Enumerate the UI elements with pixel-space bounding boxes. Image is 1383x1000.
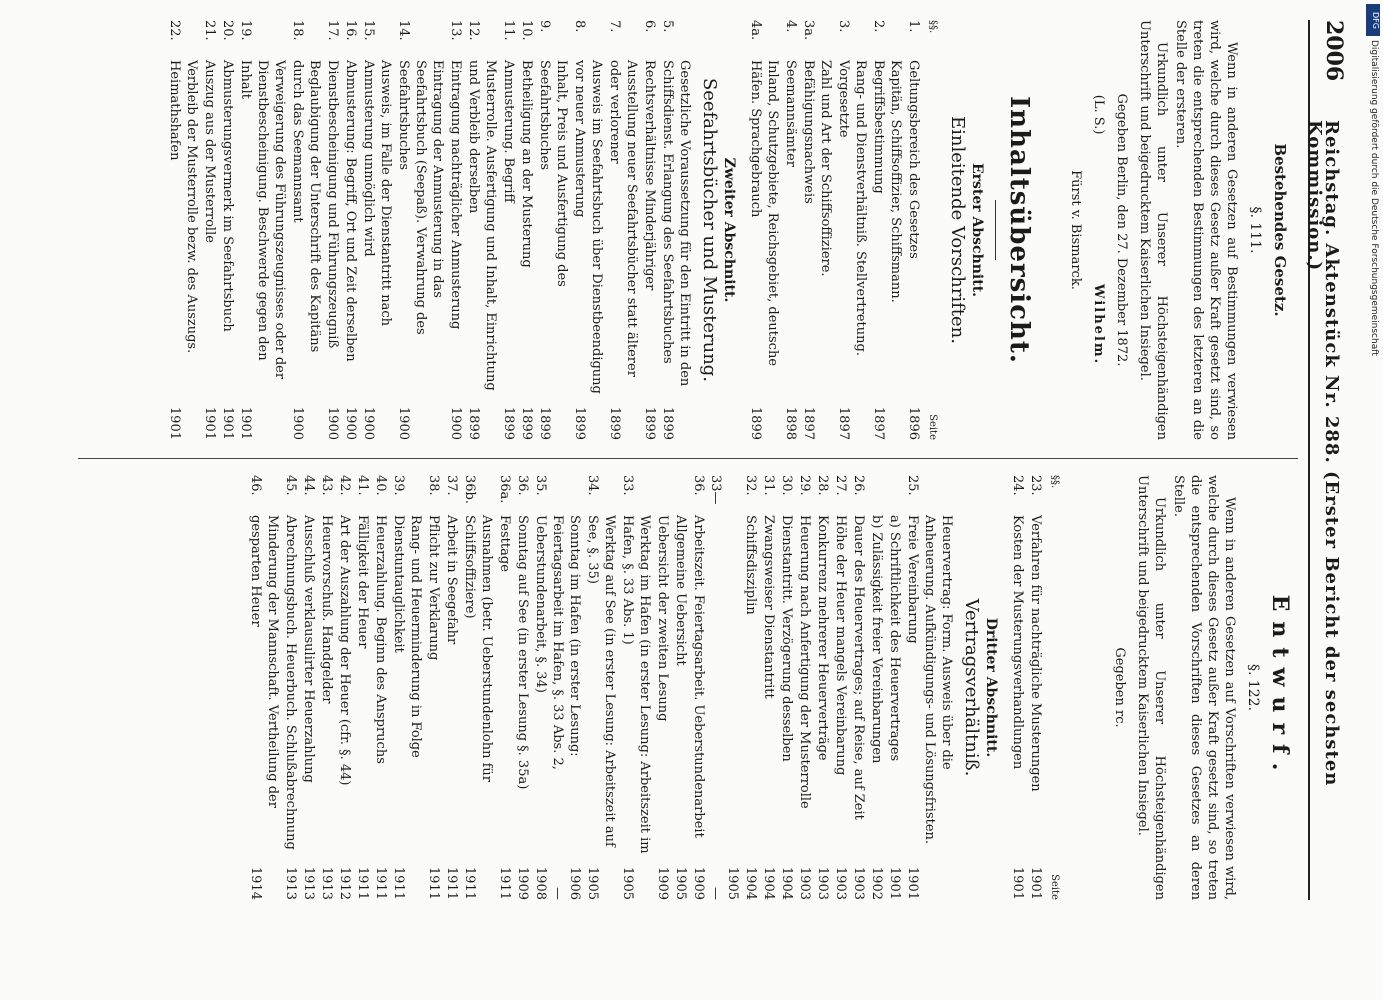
toc-entry-text: b) Zulässigkeit freier Vereinbarungen [869,515,884,764]
section-1-title: Einleitende Vorschriften. [947,116,968,344]
toc-entry-text: Sonntag auf See (in erster Lesung §. 35a) [515,515,530,790]
toc-row [747,20,781,440]
toc-row [447,20,464,440]
toc-row [201,20,218,440]
toc-page-number: 1912 [337,866,352,900]
toc-entry-text: Verweigerung des Führungszeugnisses oder der Dienstbescheinigung. Beschwerde gegen den Inhalt [238,60,287,380]
toc-para-number: 45. [283,475,298,496]
toc-entry-text: Arbeit in Seegefahr [444,515,459,645]
toc-page-number: 1897 [801,406,816,440]
toc-page-number: 1903 [797,866,812,900]
toc-page-number: 1905 [620,866,635,900]
paragraph-text: Wenn in anderen Gesetzen auf Vorschriften verwiesen wird, welche durch dieses Gesetz außer Kraft gesetzt sind, so treten die entsprechenden Vorschriften dieses Gesetzes an deren Stelle. [1171,475,1237,900]
toc-para-number: 38. [426,475,441,496]
toc-para-number: 33. [620,475,635,496]
toc-entry-text: Dienstbescheinigung und Führungszeugniß [325,60,340,349]
toc-page-number: 1913 [301,866,316,900]
toc-page-number: 1901 [167,406,182,440]
toc-row [814,475,831,900]
toc-para-number: 1. [906,20,921,33]
paragraph-text: Wenn in anderen Gesetzen auf Bestimmungen verwiesen wird, welche durch dieses Gesetz außer Kraft gesetzt sind, so treten die entsprechenden Bestimmungen des letzteren an die Stelle der ersteren. [1173,20,1239,440]
toc-row [835,20,869,440]
toc-row [850,475,867,900]
toc-para-number: 6. [642,20,657,33]
toc-entry-text: Schiffsdisziplin [743,515,758,615]
toc-page-number: 1901 [905,866,920,900]
toc-row [659,20,693,440]
toc-entry-text: Seemannsämter [783,60,798,167]
toc-para-number: 13. [448,20,463,41]
toc-entry-text: Rang- und Heuerminderung in Folge Dienstuntauglichkeit [391,515,423,758]
toc-entry-text: Zahl und Art der Schiffsoffiziere. Befähigungsnachweis [801,60,833,277]
toc-para-number: 3a. [801,20,816,41]
toc-list-section-2 [166,20,693,440]
toc-entry-text: Ausweis im Seefahrtsbuch über Dienstbeendigung vor neuer Anmusterung [572,60,604,394]
toc-para-number: 19. [238,20,253,41]
toc-title: Inhaltsübersicht. [1004,96,1034,364]
toc-page-number: 1906—1908 [533,866,582,900]
toc-row [584,475,618,900]
dfg-logo: DFG [1366,4,1380,36]
toc-page-number: 1899 [572,406,587,440]
toc-page-number: 1900 [448,406,463,440]
left-column [165,20,1298,440]
column-divider [78,458,1298,459]
toc-row [461,475,495,900]
toc-entry-text: Festtage [497,515,512,572]
toc-entry-text: Werktag im Hafen (in erster Lesung: Arbeitszeit im Hafen, §. 33 Abs. 1) [620,515,652,854]
toc-row [282,475,299,900]
toc-para-number: 33—36. [691,475,723,505]
toc-entry-text: Ausweis, im Falle der Dienstantritt nach Anmusterung unmöglich wird [361,60,393,326]
toc-row [395,20,446,440]
toc-entry-text: Musterrolle. Ausfertigung und Inhalt, Einrichtung und Verbleib derselben [466,60,498,391]
toc-entry-text: Pflicht zur Verklarung [426,515,441,661]
toc-row [443,475,460,900]
toc-page-number: 1913 [319,866,334,900]
toc-page-number: 1904 [743,866,758,900]
toc-column-heads [1046,475,1063,900]
toc-entry-text: Gesetzliche Voraussetzung für den Eintritt in den Schiffsdienst. Erlangung des Seefahrtsbuches [660,60,692,387]
toc-row [742,475,759,900]
toc-entry-text: Allgemeine Uebersicht [673,515,688,666]
page-col-head: Seite [927,414,938,440]
toc-entry-text: Dienstantritt. Verzögerung desselben [779,515,794,762]
toc-row [870,20,904,440]
toc-entry-text: Heuerzahlung. Beginn des Anspruchs [373,515,388,764]
toc-para-number: 46. [248,475,263,496]
toc-entry-text: a) Schriftlichkeit des Heuervertrages [887,515,902,762]
toc-entry-text: Kosten der Musterungsverhandlungen [1010,515,1025,770]
toc-page-number: 1911 [391,866,406,900]
signature-row [1090,20,1107,440]
toc-entry-text: Abmusterung: Begriff, Ort und Zeit derselben [343,60,358,362]
toc-para-number: 27. [833,475,848,496]
page-number: 2006 [1321,20,1347,82]
toc-row [390,475,424,900]
toc-entry-text: Minderung der Mannschaft. Vertheilung der gesparten Heuer [248,515,280,808]
toc-entry-text: Verbleib der Musterrolle bezw. des Auszugs. Heimathshafen [167,60,199,354]
toc-para-number: 11. [501,20,516,41]
toc-page-number: 1901 [1028,866,1043,900]
toc-para-number: 44. [301,475,316,496]
toc-entry-text: Werktag auf See (in erster Lesung: Arbeitszeit auf See, §. 35) [585,515,617,847]
toc-para-number: 24. [1010,475,1025,496]
toc-para-number: 22. [167,20,182,41]
toc-row [372,475,389,900]
section-1-label: Erster Abschnitt. [969,162,985,298]
toc-entry-text: Kapitän, Schiffsoffizier, Schiffsmann. Begriffsbestimmung [871,60,903,303]
seal: (L. S.) [1091,94,1106,135]
toc-page-number: 1909 [655,866,670,900]
toc-row [1009,475,1026,900]
toc-page-number: 1900 [325,406,340,440]
toc-page-number: 1903 [833,866,848,900]
paragraph-number: §. 122. [1245,663,1261,712]
toc-list-continued [1009,475,1044,900]
given-date: Gegeben Berlin, den 27. Dezember 1872. [1114,93,1129,367]
toc-entry-text: Höhe der Heuer mangels Vereinbarung [833,515,848,776]
toc-row [247,475,281,900]
toc-row [500,20,517,440]
paragraph-number: §. 111. [1247,206,1263,254]
toc-row [868,475,885,900]
toc-para-number: 12. [466,20,481,41]
toc-entry-text: Heuervertrag: Form. Ausweis über die Anheuerung. Aufkündigungs- und Lösungsfristen. Freie Vereinbarung [905,515,954,845]
toc-page-number: 1900 [361,406,376,440]
toc-row [514,475,531,900]
toc-page-number: 1913 [283,866,298,900]
toc-para-number: 18. [290,20,305,41]
toc-entry-text: Anmusterung. Begriff [501,60,516,203]
toc-page-number: 1901 [202,406,217,440]
toc-para-number: 10. [519,20,534,41]
toc-entry-text: Geltungsbereich des Gesetzes [906,60,921,259]
toc-row [571,20,605,440]
right-column [246,475,1298,900]
toc-row [1027,475,1044,900]
toc-para-number: 35. [533,475,548,496]
toc-para-number: 36. [515,475,530,496]
toc-entry-text: Auszug aus der Musterrolle [202,60,217,243]
toc-para-number: 25. [905,475,920,496]
toc-para-number: 37. [444,475,459,496]
toc-entry-text: Ausstellung neuer Seefahrtsbücher statt älterer oder verlorener [607,60,639,377]
toc-para-number: 20. [220,20,235,41]
toc-para-number: 5. [660,20,675,33]
draft-heading: Entwurf. [1267,594,1293,781]
toc-page-number: 1911 [355,866,370,900]
toc-para-number: 28. [815,475,830,496]
toc-page-number: 1911 [497,866,512,900]
toc-entry-text: Abrechnungsbuch. Heuerbuch. Schlußabrechnung [283,515,298,850]
toc-row [654,475,671,900]
toc-para-number: 43. [319,475,334,496]
toc-page-number: 1899 [642,406,657,440]
toc-para-number: 16. [343,20,358,41]
toc-row [318,475,335,900]
toc-row [782,20,799,440]
toc-para-number: 29. [797,475,812,496]
toc-entry-text: Inhalt, Preis und Ausfertigung des Seefahrtsbuches [537,60,569,287]
page-col-head: Seite [1049,874,1060,900]
toc-para-number: 36a. [497,475,512,504]
page-header [1304,20,1350,900]
toc-page-number: 1903 [815,866,830,900]
toc-page-number: 1899 [607,406,622,440]
toc-page-number: 1909 [515,866,530,900]
toc-para-number: 15. [361,20,376,41]
toc-para-number: 40. [373,475,388,496]
toc-row [166,20,200,440]
toc-page-number: 1901 [1010,866,1025,900]
toc-row [778,475,795,900]
toc-page-number: 1911 [444,866,459,900]
toc-list-section-1 [747,20,922,440]
toc-para-number: 30. [779,475,794,496]
toc-entry-text: Uebersicht der zweiten Lesung [655,515,670,722]
toc-entry-text: Art der Auszahlung der Heuer (cfr. §. 44) [337,515,352,786]
toc-page-number: 1905 [585,866,600,900]
toc-para-number: 42. [337,475,352,496]
toc-para-number: 17. [325,20,340,41]
signer-emperor: Wilhelm. [1091,283,1106,366]
toc-page-number: 1901 [220,406,235,440]
toc-list-section-3 [247,475,955,900]
header-title: Reichstag. Aktenstück Nr. 288. (Erster Bericht der sechsten Kommission.) [1304,120,1342,787]
para-col-head: §§. [1049,475,1060,489]
section-3-title: Vertragsverhältniß. [961,598,982,777]
toc-page-number: 1911 [462,866,477,900]
toc-entry-text: Verfahren für nachträgliche Musterungen [1028,515,1043,792]
section-2-label: Zweiter Abschnitt. [721,157,737,303]
toc-row [324,20,341,440]
toc-para-number: 31. [761,475,776,496]
toc-entry-text: Eintragung der Anmusterung in das Seefahrtsbuch (Seepaß). Verwahrung des Seefahrtsbuches [396,60,445,335]
given-note: Gegeben rc. [1112,647,1127,728]
toc-entry-text: Arbeitszeit. Feiertagsarbeit. Ueberstundenarbeit [691,515,706,838]
toc-page-number: 1904 [761,866,776,900]
toc-row [289,20,323,440]
toc-para-number: 34. [585,475,600,496]
toc-page-number: 1899 [519,406,534,440]
toc-para-number: 8. [572,20,587,33]
attestation-text: Urkundlich unter Unserer Höchsteigenhändigen Unterschrift und beigedrucktem Kaiserlichen Insiegel. [1135,475,1167,900]
toc-entry-text: Zwangsweiser Dienstantritt [761,515,776,699]
rotated-document-page [60,20,1350,900]
toc-row [360,20,394,440]
toc-page-number: 1911 [426,866,441,900]
toc-row [690,475,741,900]
section-2-title: Seefahrtsbücher und Musterung. [699,77,720,383]
toc-para-number: 36b. [462,475,477,504]
toc-entry-text: Ausschluß verklausulirter Heuerzahlung [301,515,316,783]
toc-row [496,475,513,900]
toc-row [672,475,689,900]
toc-para-number: 26. [851,475,866,496]
section-3-label: Dritter Abschnitt. [983,617,999,758]
toc-page-number: 1901 [887,866,902,900]
toc-page-number: 1899 [537,406,552,440]
toc-row [300,475,317,900]
toc-row [465,20,499,440]
toc-row [532,475,583,900]
toc-entry-text: Eintragung nachträglicher Anmusterung [448,60,463,330]
toc-row [219,20,236,440]
toc-entry-text: Betheiligung an der Musterung [519,60,534,268]
toc-para-number: 41. [355,475,370,496]
toc-page-number: 1911 [373,866,388,900]
toc-entry-text: Sonntag im Hafen (in erster Lesung: Feiertagsarbeit im Hafen, §. 33 Abs. 2, Ueberstundenarbeit, §. 34) [533,515,582,770]
toc-para-number: 7. [607,20,622,33]
digitization-note: Digitalisierung gefördert durch die Deutsche Forschungsgemeinschaft [1369,40,1379,356]
toc-entry-text: Abmusterungsvermerk im Seefahrtsbuch [220,60,235,332]
toc-page-number: 1897 [871,406,886,440]
signer-chancellor: Fürst v. Bismarck. [1068,170,1083,290]
toc-row [354,475,371,900]
toc-page-number: 1899 [748,406,763,440]
toc-row [796,475,813,900]
toc-page-number: 1899 [501,406,516,440]
toc-para-number: 14. [396,20,411,41]
toc-page-number: 1897 [836,406,851,440]
toc-page-number: 1900 [343,406,358,440]
toc-para-number: 23. [1028,475,1043,496]
toc-entry-text: Konkurrenz mehrerer Heuerverträge [815,515,830,761]
toc-column-heads [924,20,941,440]
toc-para-number: 9. [537,20,552,33]
toc-para-number: 4a. [748,20,763,41]
toc-page-number: 1905—1909 [691,866,740,900]
toc-page-number: 1899 [466,406,481,440]
toc-page-number: 1901 [238,406,253,440]
toc-row [904,475,955,900]
toc-entry-text: Fälligkeit der Heuer [355,515,370,649]
toc-entry-text: Beglaubigung der Unterschrift des Kapitäns durch das Seemannsamt [290,60,322,353]
toc-row [760,475,777,900]
toc-row [518,20,535,440]
toc-entry-text: Rang- und Dienstverhältniß. Stellvertretung. Vorgesetzte [836,60,868,356]
toc-entry-text: Ausnahmen (betr. Ueberstundenlohn für Schiffsoffiziere) [462,515,494,782]
toc-para-number: 4. [783,20,798,33]
toc-entry-text: Dauer des Heuervertrages; auf Reise, auf Zeit [851,515,866,820]
toc-para-number: 2. [871,20,886,33]
toc-page-number: 1900 [396,406,411,440]
toc-row [342,20,359,440]
toc-row [606,20,640,440]
toc-row [336,475,353,900]
toc-para-number: 21. [202,20,217,41]
toc-row [237,20,288,440]
toc-page-number: 1905 [673,866,688,900]
toc-row [800,20,834,440]
toc-page-number: 1898 [783,406,798,440]
divider [995,200,996,260]
toc-row [886,475,903,900]
toc-entry-text: Rechtsverhältnisse Minderjähriger [642,60,657,291]
existing-law-heading: Bestehendes Gesetz. [1271,143,1289,317]
attestation-text: Urkundlich unter Unserer Höchsteigenhändigen Unterschrift und beigedrucktem Kaiserlichen Insiegel. [1137,20,1169,440]
toc-page-number: 1904 [779,866,794,900]
toc-page-number: 1899 [660,406,675,440]
toc-entry-text: Heuervorschuß. Handgelder [319,515,334,704]
toc-para-number: 32. [743,475,758,496]
toc-para-number: 3. [836,20,851,33]
toc-para-number: 39. [391,475,406,496]
toc-page-number: 1914 [248,866,263,900]
toc-page-number: 1896 [906,406,921,440]
toc-row [641,20,658,440]
toc-row [832,475,849,900]
para-col-head: §§. [927,20,938,34]
toc-page-number: 1902 [869,866,884,900]
toc-row [425,475,442,900]
toc-page-number: 1903 [851,866,866,900]
toc-entry-text: Inland, Schutzgebiete, Reichsgebiet, deutsche Häfen. Sprachgebrauch [748,60,780,367]
toc-row [536,20,570,440]
toc-row [905,20,922,440]
toc-entry-text: Heuerung nach Anfertigung der Musterrolle [797,515,812,809]
toc-page-number: 1900 [290,406,305,440]
toc-row [619,475,653,900]
